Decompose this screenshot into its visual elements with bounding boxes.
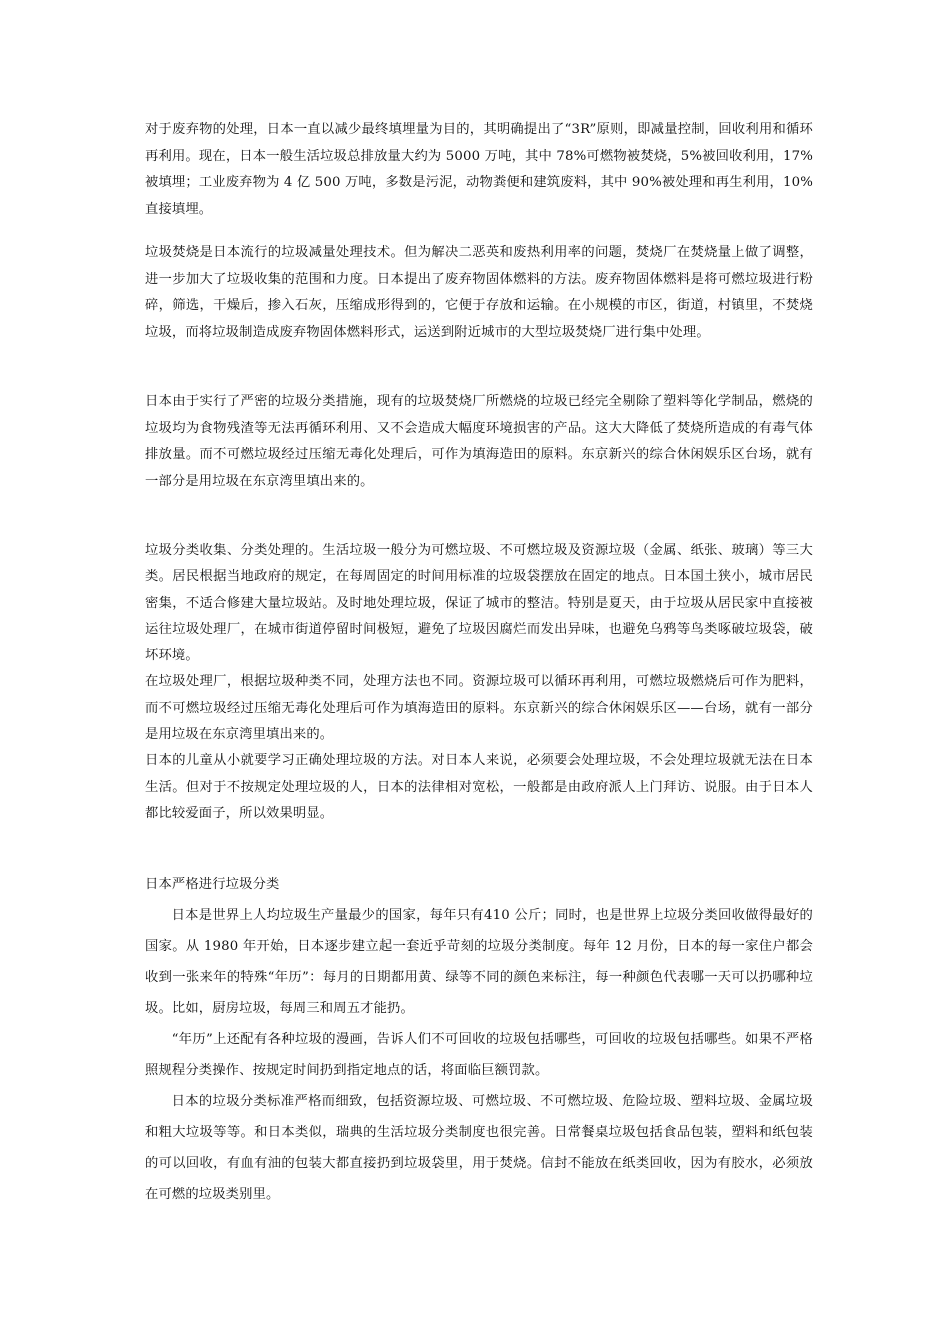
- paragraph: 在垃圾处理厂，根据垃圾种类不同，处理方法也不同。资源垃圾可以循环再利用，可燃垃圾燃烧后可作为肥料，而不可燃垃圾经过压缩无毒化处理后可作为填海造田的原料。东京新兴的综合休闲娱乐区——台场，就有一部分是用垃圾在东京湾里填出来的。: [145, 674, 813, 743]
- paragraph: 日本由于实行了严密的垃圾分类措施，现有的垃圾焚烧厂所燃烧的垃圾已经完全剔除了塑料等化学制品，燃烧的垃圾均为食物残渣等无法再循环利用、又不会造成大幅度环境损害的产品。这大大降低了焚烧所造成的有毒气体排放量。而不可燃垃圾经过压缩无毒化处理后，可作为填海造田的原料。东京新兴的综合休闲娱乐区台场，就有一部分是用垃圾在东京湾里填出来的。: [145, 394, 813, 489]
- paragraph: 对于废弃物的处理，日本一直以减少最终填埋量为目的，其明确提出了“3R”原则，即减量控制，回收利用和循环再利用。现在，日本一般生活垃圾总排放量大约为 5000 万吨，其中 78%可燃物被焚烧，5%被回收利用，17%被填埋；工业废弃物为 4 亿 500 万吨，多数是污泥，动物粪便和建筑废料，其中 90%被处理和再生利用，10%直接填埋。: [145, 122, 813, 217]
- paragraph: “年历”上还配有各种垃圾的漫画，告诉人们不可回收的垃圾包括哪些，可回收的垃圾包括哪些。如果不严格照规程分类操作、按规定时间扔到指定地点的话，将面临巨额罚款。: [145, 1032, 813, 1078]
- paragraph: 日本的儿童从小就要学习正确处理垃圾的方法。对日本人来说，必须要会处理垃圾，不会处理垃圾就无法在日本生活。但对于不按规定处理垃圾的人，日本的法律相对宽松，一般都是由政府派人上门拜访、说服。由于日本人都比较爱面子，所以效果明显。: [145, 753, 813, 821]
- section-strict-classification: [145, 870, 813, 1210]
- paragraph: 垃圾焚烧是日本流行的垃圾减量处理技术。但为解决二恶英和废热利用率的问题，焚烧厂在焚烧量上做了调整，进一步加大了垃圾收集的范围和力度。日本提出了废弃物固体燃料的方法。废弃物固体燃料是将可燃垃圾进行粉碎，筛选，干燥后，掺入石灰，压缩成形得到的，它便于存放和运输。在小规模的市区，街道，村镇里，不焚烧垃圾，而将垃圾制造成废弃物固体燃料形式，运送到附近城市的大型垃圾焚烧厂进行集中处理。: [145, 245, 813, 340]
- paragraph: 日本的垃圾分类标准严格而细致，包括资源垃圾、可燃垃圾、不可燃垃圾、危险垃圾、塑料垃圾、金属垃圾和粗大垃圾等等。和日本类似，瑞典的生活垃圾分类制度也很完善。日常餐桌垃圾包括食品包装，塑料和纸包装的可以回收，有血有油的包装大都直接扔到垃圾袋里，用于焚烧。信封不能放在纸类回收，因为有胶水，必须放在可燃的垃圾类别里。: [145, 1094, 813, 1202]
- section-collection: [145, 538, 813, 827]
- section-heading: 日本严格进行垃圾分类: [145, 877, 280, 892]
- section-sorting-measures: [145, 389, 813, 495]
- paragraph: 日本是世界上人均垃圾生产量最少的国家，每年只有410 公斤；同时，也是世界上垃圾分类回收做得最好的国家。从 1980 年开始，日本逐步建立起一套近乎苛刻的垃圾分类制度。每年 12 月份，日本的每一家住户都会收到一张来年的特殊“年历”：每月的日期都用黄、绿等不同的颜色来标注，每一种颜色代表哪一天可以扔哪种垃圾。比如，厨房垃圾，每周三和周五才能扔。: [145, 908, 813, 1016]
- paragraph: 垃圾分类收集、分类处理的。生活垃圾一般分为可燃垃圾、不可燃垃圾及资源垃圾（金属、纸张、玻璃）等三大类。居民根据当地政府的规定，在每周固定的时间用标准的垃圾袋摆放在固定的地点。日本国土狭小，城市居民密集，不适合修建大量垃圾站。及时地处理垃圾，保证了城市的整洁。特别是夏天，由于垃圾从居民家中直接被运往垃圾处理厂，在城市街道停留时间极短，避免了垃圾因腐烂而发出异味，也避免乌鸦等鸟类啄破垃圾袋，破坏环境。: [145, 543, 813, 664]
- section-incineration: [145, 240, 813, 346]
- section-3r-principle: [145, 117, 813, 223]
